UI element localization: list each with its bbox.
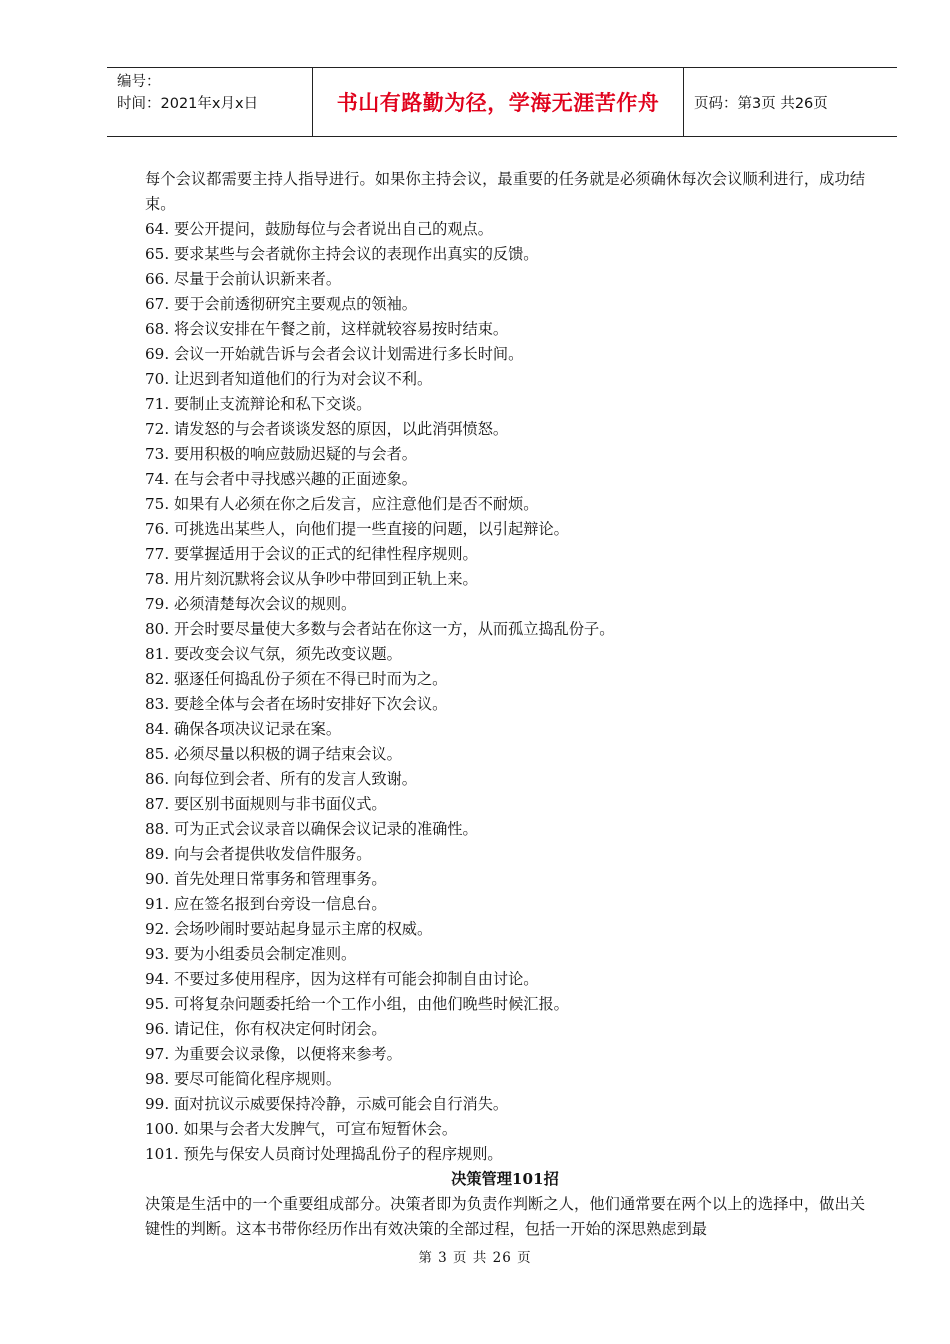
- list-item: 84. 确保各项决议记录在案。: [145, 720, 342, 738]
- time-label: 时间：2021年x月x日: [117, 96, 259, 112]
- header-page-cell: [684, 68, 897, 136]
- list-item: 64. 要公开提问，鼓励每位与会者说出自己的观点。: [145, 220, 493, 238]
- list-item: 73. 要用积极的响应鼓励迟疑的与会者。: [145, 445, 417, 463]
- page-footer: 第 3 页 共 26 页: [418, 1250, 532, 1266]
- list-item: 81. 要改变会议气氛，须先改变议题。: [145, 645, 402, 663]
- motto-text: 书山有路勤为径，学海无涯苦作舟: [336, 91, 660, 115]
- list-item: 80. 开会时要尽量使大多数与会者站在你这一方，从而孤立捣乱份子。: [145, 620, 615, 638]
- list-item: 75. 如果有人必须在你之后发言，应注意他们是否不耐烦。: [145, 495, 539, 513]
- list-item: 86. 向每位到会者、所有的发言人致谢。: [145, 770, 417, 788]
- list-item: 69. 会议一开始就告诉与会者会议计划需进行多长时间。: [145, 345, 524, 363]
- section-paragraph: 决策是生活中的一个重要组成部分。决策者即为负责作判断之人，他们通常要在两个以上的选择中，做出关键性的判断。这本书带你经历作出有效决策的全部过程，包括一开始的深思熟虑到最: [145, 1195, 865, 1238]
- list-item: 94. 不要过多使用程序，因为这样有可能会抑制自由讨论。: [145, 970, 539, 988]
- document-body: [145, 167, 865, 1242]
- number-label: 编号：: [117, 74, 161, 90]
- list-item: 70. 让迟到者知道他们的行为对会议不利。: [145, 370, 433, 388]
- header-motto-cell: [312, 68, 684, 136]
- list-item: 71. 要制止支流辩论和私下交谈。: [145, 395, 372, 413]
- list-item: 91. 应在签名报到台旁设一信息台。: [145, 895, 387, 913]
- list-item: 101. 预先与保安人员商讨处理捣乱份子的程序规则。: [145, 1145, 503, 1163]
- list-item: 77. 要掌握适用于会议的正式的纪律性程序规则。: [145, 545, 478, 563]
- list-item: 68. 将会议安排在午餐之前，这样就较容易按时结束。: [145, 320, 509, 338]
- tips-list: [145, 217, 865, 1167]
- list-item: 96. 请记住，你有权决定何时闭会。: [145, 1020, 387, 1038]
- list-item: 93. 要为小组委员会制定准则。: [145, 945, 357, 963]
- list-item: 95. 可将复杂问题委托给一个工作小组，由他们晚些时候汇报。: [145, 995, 569, 1013]
- header-meta: [107, 68, 312, 136]
- list-item: 76. 可挑选出某些人，向他们提一些直接的问题，以引起辩论。: [145, 520, 569, 538]
- list-item: 99. 面对抗议示威要保持冷静，示威可能会自行消失。: [145, 1095, 509, 1113]
- list-item: 66. 尽量于会前认识新来者。: [145, 270, 342, 288]
- list-item: 98. 要尽可能简化程序规则。: [145, 1070, 342, 1088]
- list-item: 83. 要趁全体与会者在场时安排好下次会议。: [145, 695, 448, 713]
- page-header: [107, 67, 897, 137]
- list-item: 100. 如果与会者大发脾气，可宣布短暂休会。: [145, 1120, 458, 1138]
- list-item: 92. 会场吵闹时要站起身显示主席的权威。: [145, 920, 433, 938]
- list-item: 79. 必须清楚每次会议的规则。: [145, 595, 357, 613]
- list-item: 82. 驱逐任何捣乱份子须在不得已时而为之。: [145, 670, 448, 688]
- list-item: 74. 在与会者中寻找感兴趣的正面迹象。: [145, 470, 417, 488]
- page-code: 页码：第3页 共26页: [694, 95, 828, 112]
- list-item: 78. 用片刻沉默将会议从争吵中带回到正轨上来。: [145, 570, 478, 588]
- list-item: 72. 请发怒的与会者谈谈发怒的原因，以此消弭愤怒。: [145, 420, 509, 438]
- list-item: 85. 必须尽量以积极的调子结束会议。: [145, 745, 402, 763]
- list-item: 89. 向与会者提供收发信件服务。: [145, 845, 372, 863]
- list-item: 90. 首先处理日常事务和管理事务。: [145, 870, 387, 888]
- list-item: 97. 为重要会议录像，以便将来参考。: [145, 1045, 402, 1063]
- section-title: 决策管理101招: [451, 1170, 559, 1188]
- list-item: 65. 要求某些与会者就你主持会议的表现作出真实的反馈。: [145, 245, 539, 263]
- list-item: 67. 要于会前透彻研究主要观点的领袖。: [145, 295, 417, 313]
- list-item: 87. 要区别书面规则与非书面仪式。: [145, 795, 387, 813]
- list-item: 88. 可为正式会议录音以确保会议记录的准确性。: [145, 820, 478, 838]
- intro-paragraph: 每个会议都需要主持人指导进行。如果你主持会议，最重要的任务就是必须确休每次会议顺利进行，成功结束。: [145, 170, 865, 213]
